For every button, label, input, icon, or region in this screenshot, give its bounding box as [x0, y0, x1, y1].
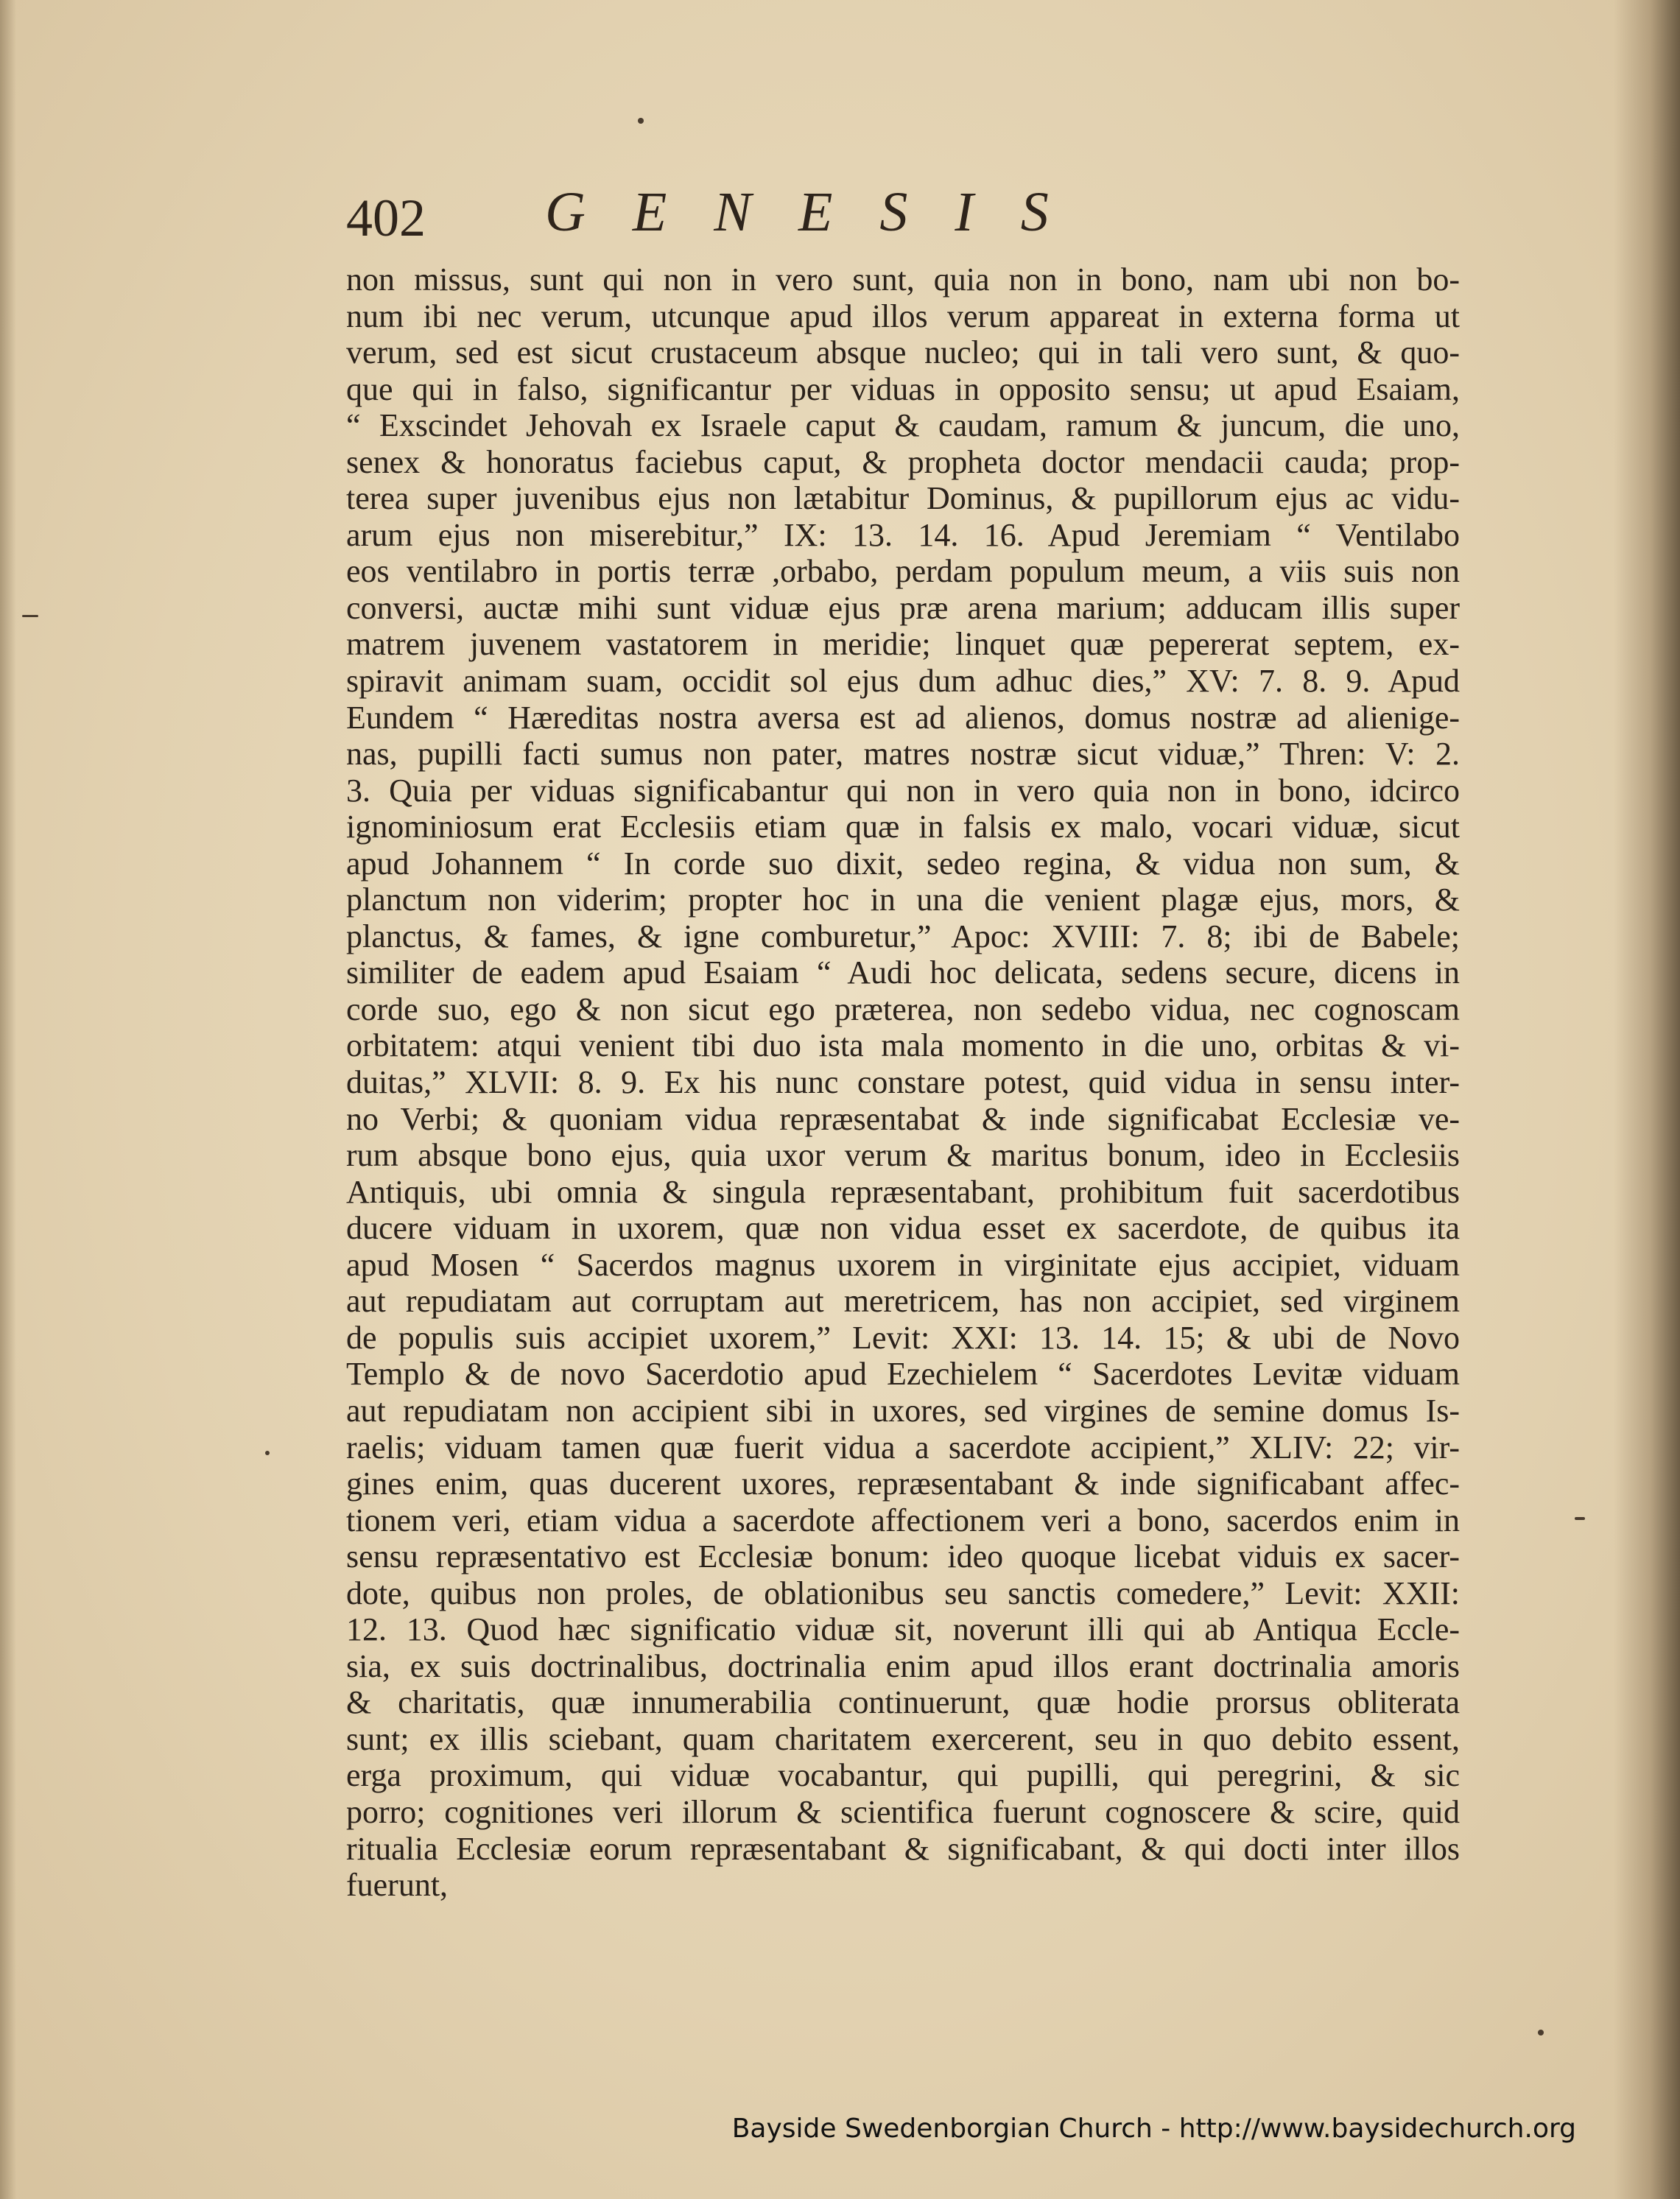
- text-line: sia, ex suis doctrinalibus, doctrinalia enim apud illos erant doctrinalia amoris: [346, 1647, 1460, 1684]
- text-line: planctum non viderim; propter hoc in una die venient plagæ ejus, mors, &: [346, 882, 1460, 918]
- ink-speck: [638, 118, 644, 124]
- text-line: ducere viduam in uxorem, quæ non vidua esset ex sacerdote, de quibus ita: [346, 1210, 1460, 1247]
- text-line: erga proximum, qui viduæ vocabantur, qui pupilli, qui peregrini, & sic: [346, 1757, 1460, 1794]
- text-line: de populis suis accipiet uxorem,” Levit: XXI: 13. 14. 15; & ubi de Novo: [346, 1319, 1460, 1356]
- text-line: & charitatis, quæ innumerabilia continuerunt, quæ hodie prorsus obliterata: [346, 1684, 1460, 1721]
- catchword: [346, 1904, 1460, 1941]
- text-line: similiter de eadem apud Esaiam “ Audi hoc delicata, sedens secure, dicens in: [346, 954, 1460, 991]
- text-line: 12. 13. Quod hæc significatio viduæ sit, noverunt illi qui ab Antiqua Eccle-: [346, 1611, 1460, 1648]
- text-line: non missus, sunt qui non in vero sunt, quia non in bono, nam ubi non bo-: [346, 261, 1460, 298]
- text-line: ignominiosum erat Ecclesiis etiam quæ in falsis ex malo, vocari viduæ, sicut: [346, 809, 1460, 845]
- body-text: [346, 261, 1460, 1940]
- text-line: corde suo, ego & non sicut ego præterea, non sedebo vidua, nec cognoscam: [346, 991, 1460, 1027]
- text-line: apud Johannem “ In corde suo dixit, sedeo regina, & vidua non sum, &: [346, 845, 1460, 882]
- text-line: matrem juvenem vastatorem in meridie; linquet quæ pepererat septem, ex-: [346, 626, 1460, 663]
- text-line: sunt; ex illis sciebant, quam charitatem exercerent, seu in quo debito essent,: [346, 1720, 1460, 1757]
- ink-speck: [1575, 1517, 1585, 1520]
- text-line: eos ventilabro in portis terræ ,orbabo, perdam populum meum, a viis suis non: [346, 553, 1460, 590]
- running-title: GENESIS: [545, 181, 1096, 243]
- text-line: apud Mosen “ Sacerdos magnus uxorem in virginitate ejus accipiet, viduam: [346, 1246, 1460, 1283]
- text-line: gines enim, quas ducerent uxores, repræsentabant & inde significabant affec-: [346, 1466, 1460, 1502]
- text-line: que qui in falso, significantur per viduas in opposito sensu; ut apud Esaiam,: [346, 370, 1460, 407]
- text-line: 3. Quia per viduas significabantur qui non in vero quia non in bono, idcirco: [346, 772, 1460, 809]
- text-line: Templo & de novo Sacerdotio apud Ezechielem “ Sacerdotes Levitæ viduam: [346, 1356, 1460, 1393]
- page-left-edge: [0, 0, 16, 2199]
- text-line: sensu repræsentativo est Ecclesiæ bonum: ideo quoque licebat viduis ex sacer-: [346, 1538, 1460, 1575]
- page-number: 402: [346, 189, 426, 247]
- text-line: raelis; viduam tamen quæ fuerit vidua a sacerdote accipient,” XLIV: 22; vir-: [346, 1429, 1460, 1466]
- text-line: tionem veri, etiam vidua a sacerdote affectionem veri a bono, sacerdos enim in: [346, 1502, 1460, 1538]
- text-line: no Verbi; & quoniam vidua repræsentabat & inde significabat Ecclesiæ ve-: [346, 1100, 1460, 1137]
- text-line: “ Exscindet Jehovah ex Israele caput & caudam, ramum & juncum, die uno,: [346, 407, 1460, 444]
- text-line: duitas,” XLVII: 8. 9. Ex his nunc constare potest, quid vidua in sensu inter-: [346, 1064, 1460, 1101]
- ink-speck: [1538, 2030, 1544, 2036]
- text-line: orbitatem: atqui venient tibi duo ista mala momento in die uno, orbitas & vi-: [346, 1027, 1460, 1064]
- text-line: aut repudiatam non accipient sibi in uxores, sed virgines de semine domus Is-: [346, 1392, 1460, 1429]
- text-line: aut repudiatam aut corruptam aut meretricem, has non accipiet, sed virginem: [346, 1283, 1460, 1320]
- text-line: spiravit animam suam, occidit sol ejus dum adhuc dies,” XV: 7. 8. 9. Apud: [346, 663, 1460, 700]
- text-line: verum, sed est sicut crustaceum absque nucleo; qui in tali vero sunt, & quo-: [346, 334, 1460, 371]
- page-gutter-shadow: [1614, 0, 1680, 2199]
- text-line: porro; cognitiones veri illorum & scientifica fuerunt cognoscere & scire, quid: [346, 1793, 1460, 1830]
- text-line: conversi, auctæ mihi sunt viduæ ejus præ arena marium; adducam illis super: [346, 589, 1460, 626]
- text-line: Antiquis, ubi omnia & singula repræsentabant, prohibitum fuit sacerdotibus: [346, 1173, 1460, 1210]
- text-line: Eundem “ Hæreditas nostra aversa est ad alienos, domus nostræ ad alienige-: [346, 699, 1460, 736]
- ink-speck: [22, 615, 38, 617]
- text-line: terea super juvenibus ejus non lætabitur Dominus, & pupillorum ejus ac vidu-: [346, 480, 1460, 517]
- source-credit: Bayside Swedenborgian Church - http://www.baysidechurch.org: [731, 2114, 1576, 2144]
- text-line: arum ejus non miserebitur,” IX: 13. 14. 16. Apud Jeremiam “ Ventilabo: [346, 516, 1460, 553]
- text-line: nas, pupilli facti sumus non pater, matres nostræ sicut viduæ,” Thren: V: 2.: [346, 736, 1460, 773]
- text-line: planctus, & fames, & igne comburetur,” Apoc: XVIII: 7. 8; ibi de Babele;: [346, 918, 1460, 954]
- text-line: senex & honoratus faciebus caput, & propheta doctor mendacii cauda; prop-: [346, 443, 1460, 480]
- ink-speck: [265, 1451, 270, 1455]
- text-line: dote, quibus non proles, de oblationibus seu sanctis comedere,” Levit: XXII:: [346, 1575, 1460, 1611]
- text-line: ritualia Ecclesiæ eorum repræsentabant & significabant, & qui docti inter illos: [346, 1830, 1460, 1867]
- text-line: fuerunt,: [346, 1867, 449, 1904]
- text-line: num ibi nec verum, utcunque apud illos verum appareat in externa forma ut: [346, 298, 1460, 334]
- text-line: rum absque bono ejus, quia uxor verum & maritus bonum, ideo in Ecclesiis: [346, 1137, 1460, 1174]
